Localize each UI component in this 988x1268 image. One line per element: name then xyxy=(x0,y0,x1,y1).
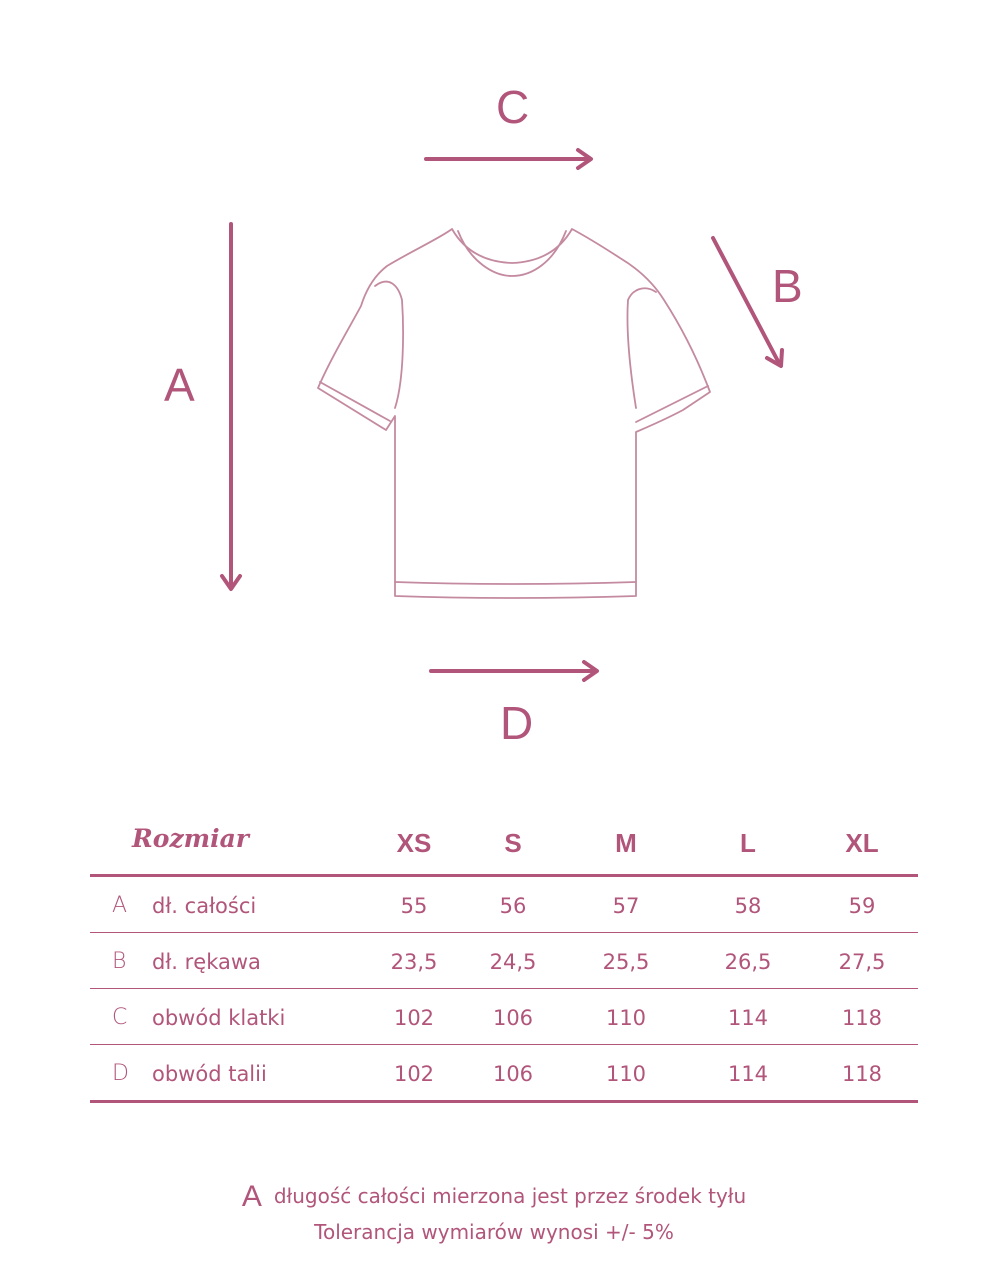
cell-value: 118 xyxy=(841,1006,883,1030)
table-row xyxy=(90,1045,918,1103)
cell-value: 26,5 xyxy=(724,950,772,974)
row-letter: D xyxy=(112,1061,129,1086)
cell-value: 55 xyxy=(400,894,428,918)
size-header-xl: XL xyxy=(845,828,879,858)
cell-value: 102 xyxy=(393,1006,435,1030)
cell-value: 56 xyxy=(499,894,527,918)
cell-value: 23,5 xyxy=(390,950,438,974)
cell-value: 57 xyxy=(612,894,640,918)
row-name: dł. całości xyxy=(152,894,257,918)
note-letter: A xyxy=(241,1180,262,1213)
size-header-m: M xyxy=(615,828,637,858)
tolerance-note: Tolerancja wymiarów wynosi +/- 5% xyxy=(314,1220,674,1244)
label-b: B xyxy=(772,260,803,312)
cell-value: 110 xyxy=(605,1062,647,1086)
arrow-c-icon xyxy=(426,150,591,168)
row-name: obwód klatki xyxy=(152,1006,286,1030)
label-a: A xyxy=(164,359,195,411)
cell-value: 25,5 xyxy=(602,950,650,974)
table-header xyxy=(90,822,918,877)
label-c: C xyxy=(496,81,530,133)
cell-value: 118 xyxy=(841,1062,883,1086)
size-header-s: S xyxy=(504,828,522,858)
cell-value: 106 xyxy=(492,1062,534,1086)
cell-value: 58 xyxy=(734,894,762,918)
table-row xyxy=(90,877,918,933)
cell-value: 24,5 xyxy=(489,950,537,974)
cell-value: 27,5 xyxy=(838,950,886,974)
row-name: obwód talii xyxy=(152,1062,267,1086)
table-row xyxy=(90,933,918,989)
cell-value: 106 xyxy=(492,1006,534,1030)
table-title: Rozmiar xyxy=(132,824,249,853)
cell-value: 59 xyxy=(848,894,876,918)
row-letter: B xyxy=(112,949,127,974)
size-header-xs: XS xyxy=(396,828,432,858)
size-table xyxy=(90,822,918,1103)
cell-value: 114 xyxy=(727,1062,769,1086)
row-letter: C xyxy=(112,1005,128,1030)
tshirt-outline-icon xyxy=(318,229,710,598)
arrow-a-icon xyxy=(222,224,240,589)
arrow-d-icon xyxy=(431,662,597,680)
cell-value: 102 xyxy=(393,1062,435,1086)
cell-value: 114 xyxy=(727,1006,769,1030)
row-letter: A xyxy=(112,893,128,918)
label-d: D xyxy=(500,697,534,749)
cell-value: 110 xyxy=(605,1006,647,1030)
size-header-l: L xyxy=(740,828,756,858)
note-text: długość całości mierzona jest przez środek tyłu xyxy=(273,1184,747,1208)
table-row xyxy=(90,989,918,1045)
row-name: dł. rękawa xyxy=(152,950,261,974)
measurement-note xyxy=(0,1180,988,1214)
